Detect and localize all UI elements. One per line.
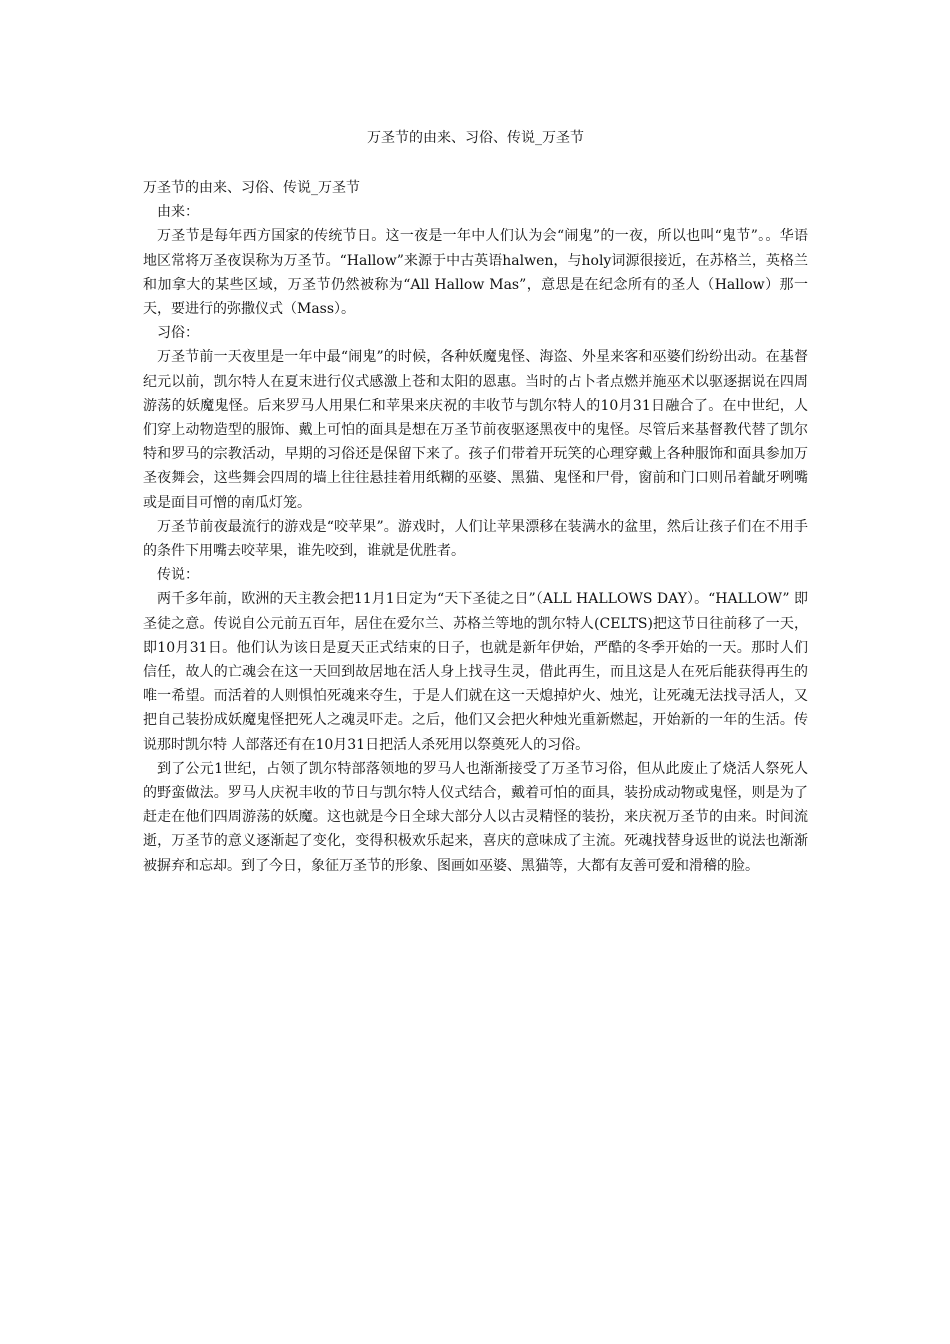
custom-heading: 习俗：: [157, 325, 199, 342]
custom-paragraph-1: 万圣节前一天夜里是一年中最“闹鬼”的时候，各种妖魔鬼怪、海盗、外星来客和巫婆们纷纷出动。在基督纪元以前，凯尔特人在夏末进行仪式感激上苍和太阳的恩惠。当时的占卜者点燃并施巫术以驱逐据说在四周游荡的妖魔鬼怪。后来罗马人用果仁和苹果来庆祝的丰收节与凯尔特人的10月31日融合了。在中世纪，人们穿上动物造型的服饰、戴上可怕的面具是想在万圣节前夜驱逐黑夜中的鬼怪。尽管后来基督教代替了凯尔特和罗马的宗教活动，早期的习俗还是保留下来了。孩子们带着开玩笑的心理穿戴上各种服饰和面具参加万圣夜舞会，这些舞会四周的墙上往往悬挂着用纸糊的巫婆、黑猫、鬼怪和尸骨，窗前和门口则吊着龇牙咧嘴或是面目可憎的南瓜灯笼。: [143, 349, 808, 511]
legend-paragraph-2: 到了公元1世纪，占领了凯尔特部落领地的罗马人也渐渐接受了万圣节习俗，但从此废止了烧活人祭死人的野蛮做法。罗马人庆祝丰收的节日与凯尔特人仪式结合，戴着可怕的面具，装扮成动物或鬼怪，则是为了赶走在他们四周游荡的妖魔。这也就是今日全球大部分人以古灵精怪的装扮，来庆祝万圣节的由来。时间流逝，万圣节的意义逐渐起了变化，变得积极欢乐起来，喜庆的意味成了主流。死魂找替身返世的说法也渐渐被摒弃和忘却。到了今日，象征万圣节的形象、图画如巫婆、黑猫等，大都有友善可爱和滑稽的脸。: [143, 760, 808, 874]
origin-heading: 由来：: [157, 204, 199, 221]
document-subtitle: 万圣节的由来、习俗、传说_万圣节: [143, 180, 360, 196]
legend-paragraph-1: 两千多年前，欧洲的天主教会把11月1日定为“天下圣徒之日”（ALL HALLOWS DAY）。“HALLOW” 即圣徒之意。传说自公元前五百年，居住在爱尔兰、苏格兰等地的凯尔特人(CELTS)把这节日往前移了一天，即10月31日。他们认为该日是夏天正式结束的日子，也就是新年伊始，严酷的冬季开始的一天。那时人们信任，故人的亡魂会在这一天回到故居地在活人身上找寻生灵，借此再生，而且这是人在死后能获得再生的唯一希望。而活着的人则惧怕死魂来夺生，于是人们就在这一天熄掉炉火、烛光，让死魂无法找寻活人，又把自己装扮成妖魔鬼怪把死人之魂灵吓走。之后，他们又会把火种烛光重新燃起，开始新的一年的生活。传说那时凯尔特 人部落还有在10月31日把活人杀死用以祭奠死人的习俗。: [143, 591, 808, 753]
origin-paragraph: 万圣节是每年西方国家的传统节日。这一夜是一年中人们认为会“闹鬼”的一夜，所以也叫“鬼节”。。华语地区常将万圣夜误称为万圣节。“Hallow”来源于中古英语halwen，与holy词源很接近，在苏格兰，英格兰和加拿大的某些区域，万圣节仍然被称为“All Hallow Mas”，意思是在纪念所有的圣人（Hallow）那一天，要进行的弥撒仪式（Mass）。: [143, 228, 808, 318]
page-title: 万圣节的由来、习俗、传说_万圣节: [367, 130, 584, 146]
legend-heading: 传说：: [157, 567, 199, 584]
custom-paragraph-2: 万圣节前夜最流行的游戏是“咬苹果”。游戏时，人们让苹果漂移在装满水的盆里，然后让孩子们在不用手的条件下用嘴去咬苹果，谁先咬到，谁就是优胜者。: [143, 518, 808, 560]
document-body: [143, 176, 808, 878]
